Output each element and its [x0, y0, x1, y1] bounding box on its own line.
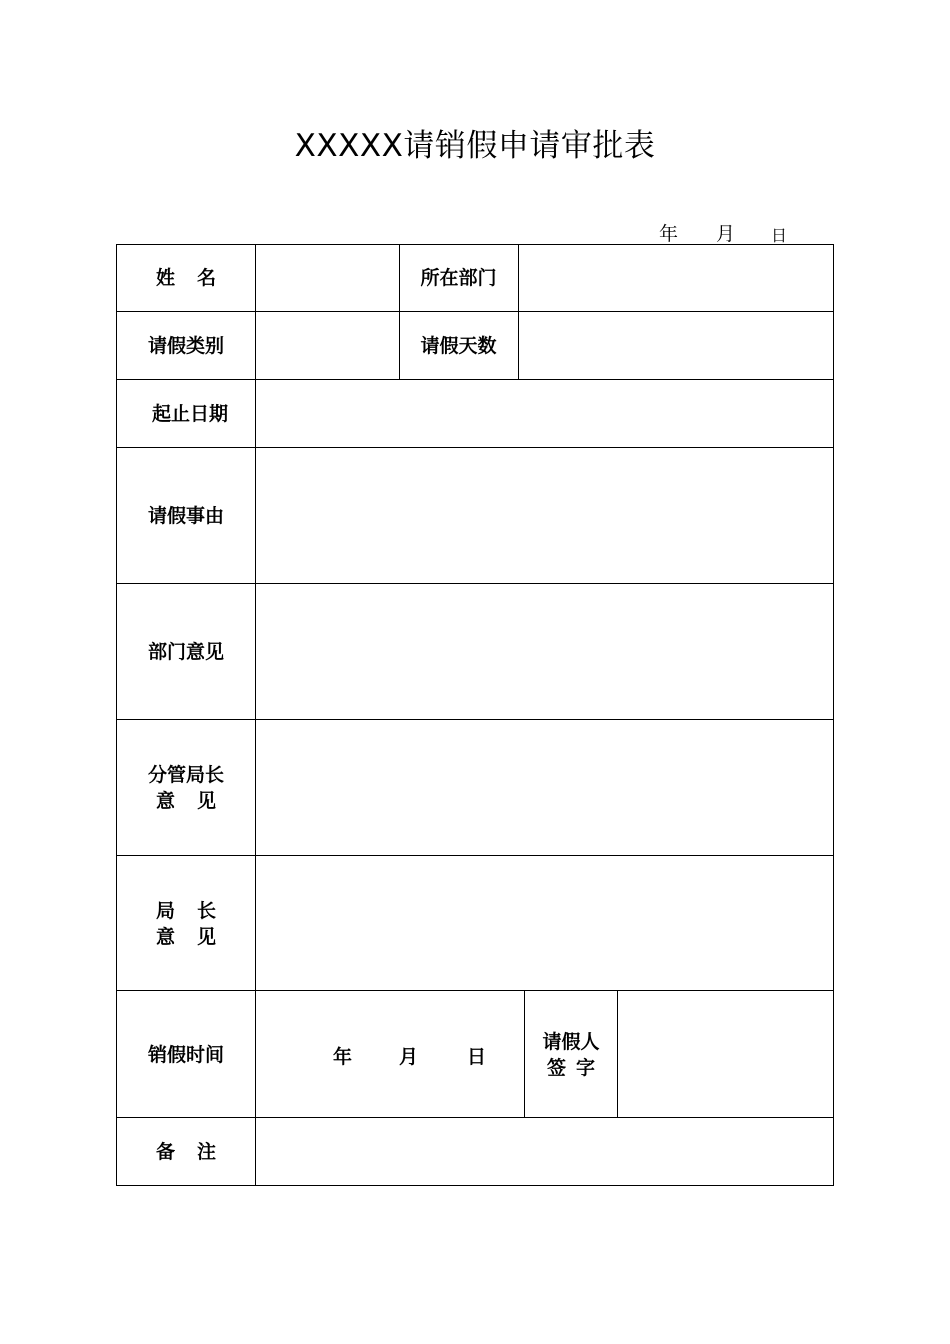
reason-field[interactable] — [256, 448, 834, 584]
return-time-label: 销假时间 — [147, 1043, 224, 1066]
department-field[interactable] — [519, 244, 834, 312]
deputy-opinion-label — [116, 720, 256, 856]
applicant-signature-field[interactable] — [618, 991, 834, 1118]
applicant-sign-label-line2: 签字 — [546, 1056, 605, 1079]
dept-opinion-field[interactable] — [256, 584, 834, 720]
remarks-label: 备注 — [155, 1141, 238, 1163]
remarks-field[interactable] — [256, 1118, 834, 1186]
deputy-opinion-label-line1: 分管局长 — [147, 764, 224, 786]
period-label: 起止日期 — [151, 403, 228, 425]
date-header-year: 年 — [659, 223, 679, 245]
director-opinion-field[interactable] — [256, 856, 834, 991]
return-date-month: 月 — [399, 1046, 419, 1068]
return-date-year: 年 — [333, 1046, 353, 1068]
return-date-field[interactable] — [256, 991, 524, 1118]
dept-opinion-label: 部门意见 — [147, 641, 224, 663]
applicant-sign-label — [525, 991, 617, 1118]
leave-days-label: 请假天数 — [420, 335, 497, 357]
director-opinion-label — [116, 856, 256, 991]
leave-days-field[interactable] — [519, 312, 834, 380]
date-header — [655, 219, 795, 243]
date-header-day: 日 — [771, 226, 788, 245]
deputy-opinion-field[interactable] — [256, 720, 834, 856]
reason-label: 请假事由 — [147, 505, 224, 527]
page-title: XXXXX请销假申请审批表 — [294, 128, 656, 164]
date-header-month: 月 — [716, 223, 736, 245]
leave-type-field[interactable] — [256, 312, 399, 380]
director-opinion-label-line1: 局长 — [155, 899, 238, 922]
deputy-opinion-label-line2: 意见 — [155, 790, 238, 812]
return-date-day: 日 — [467, 1046, 487, 1068]
director-opinion-label-line2: 意见 — [155, 925, 238, 948]
applicant-sign-label-line1: 请假人 — [542, 1030, 600, 1053]
department-label: 所在部门 — [420, 267, 497, 289]
name-label: 姓名 — [155, 267, 238, 289]
name-field[interactable] — [256, 244, 399, 312]
leave-type-label: 请假类别 — [147, 335, 224, 357]
period-field[interactable] — [256, 380, 834, 448]
